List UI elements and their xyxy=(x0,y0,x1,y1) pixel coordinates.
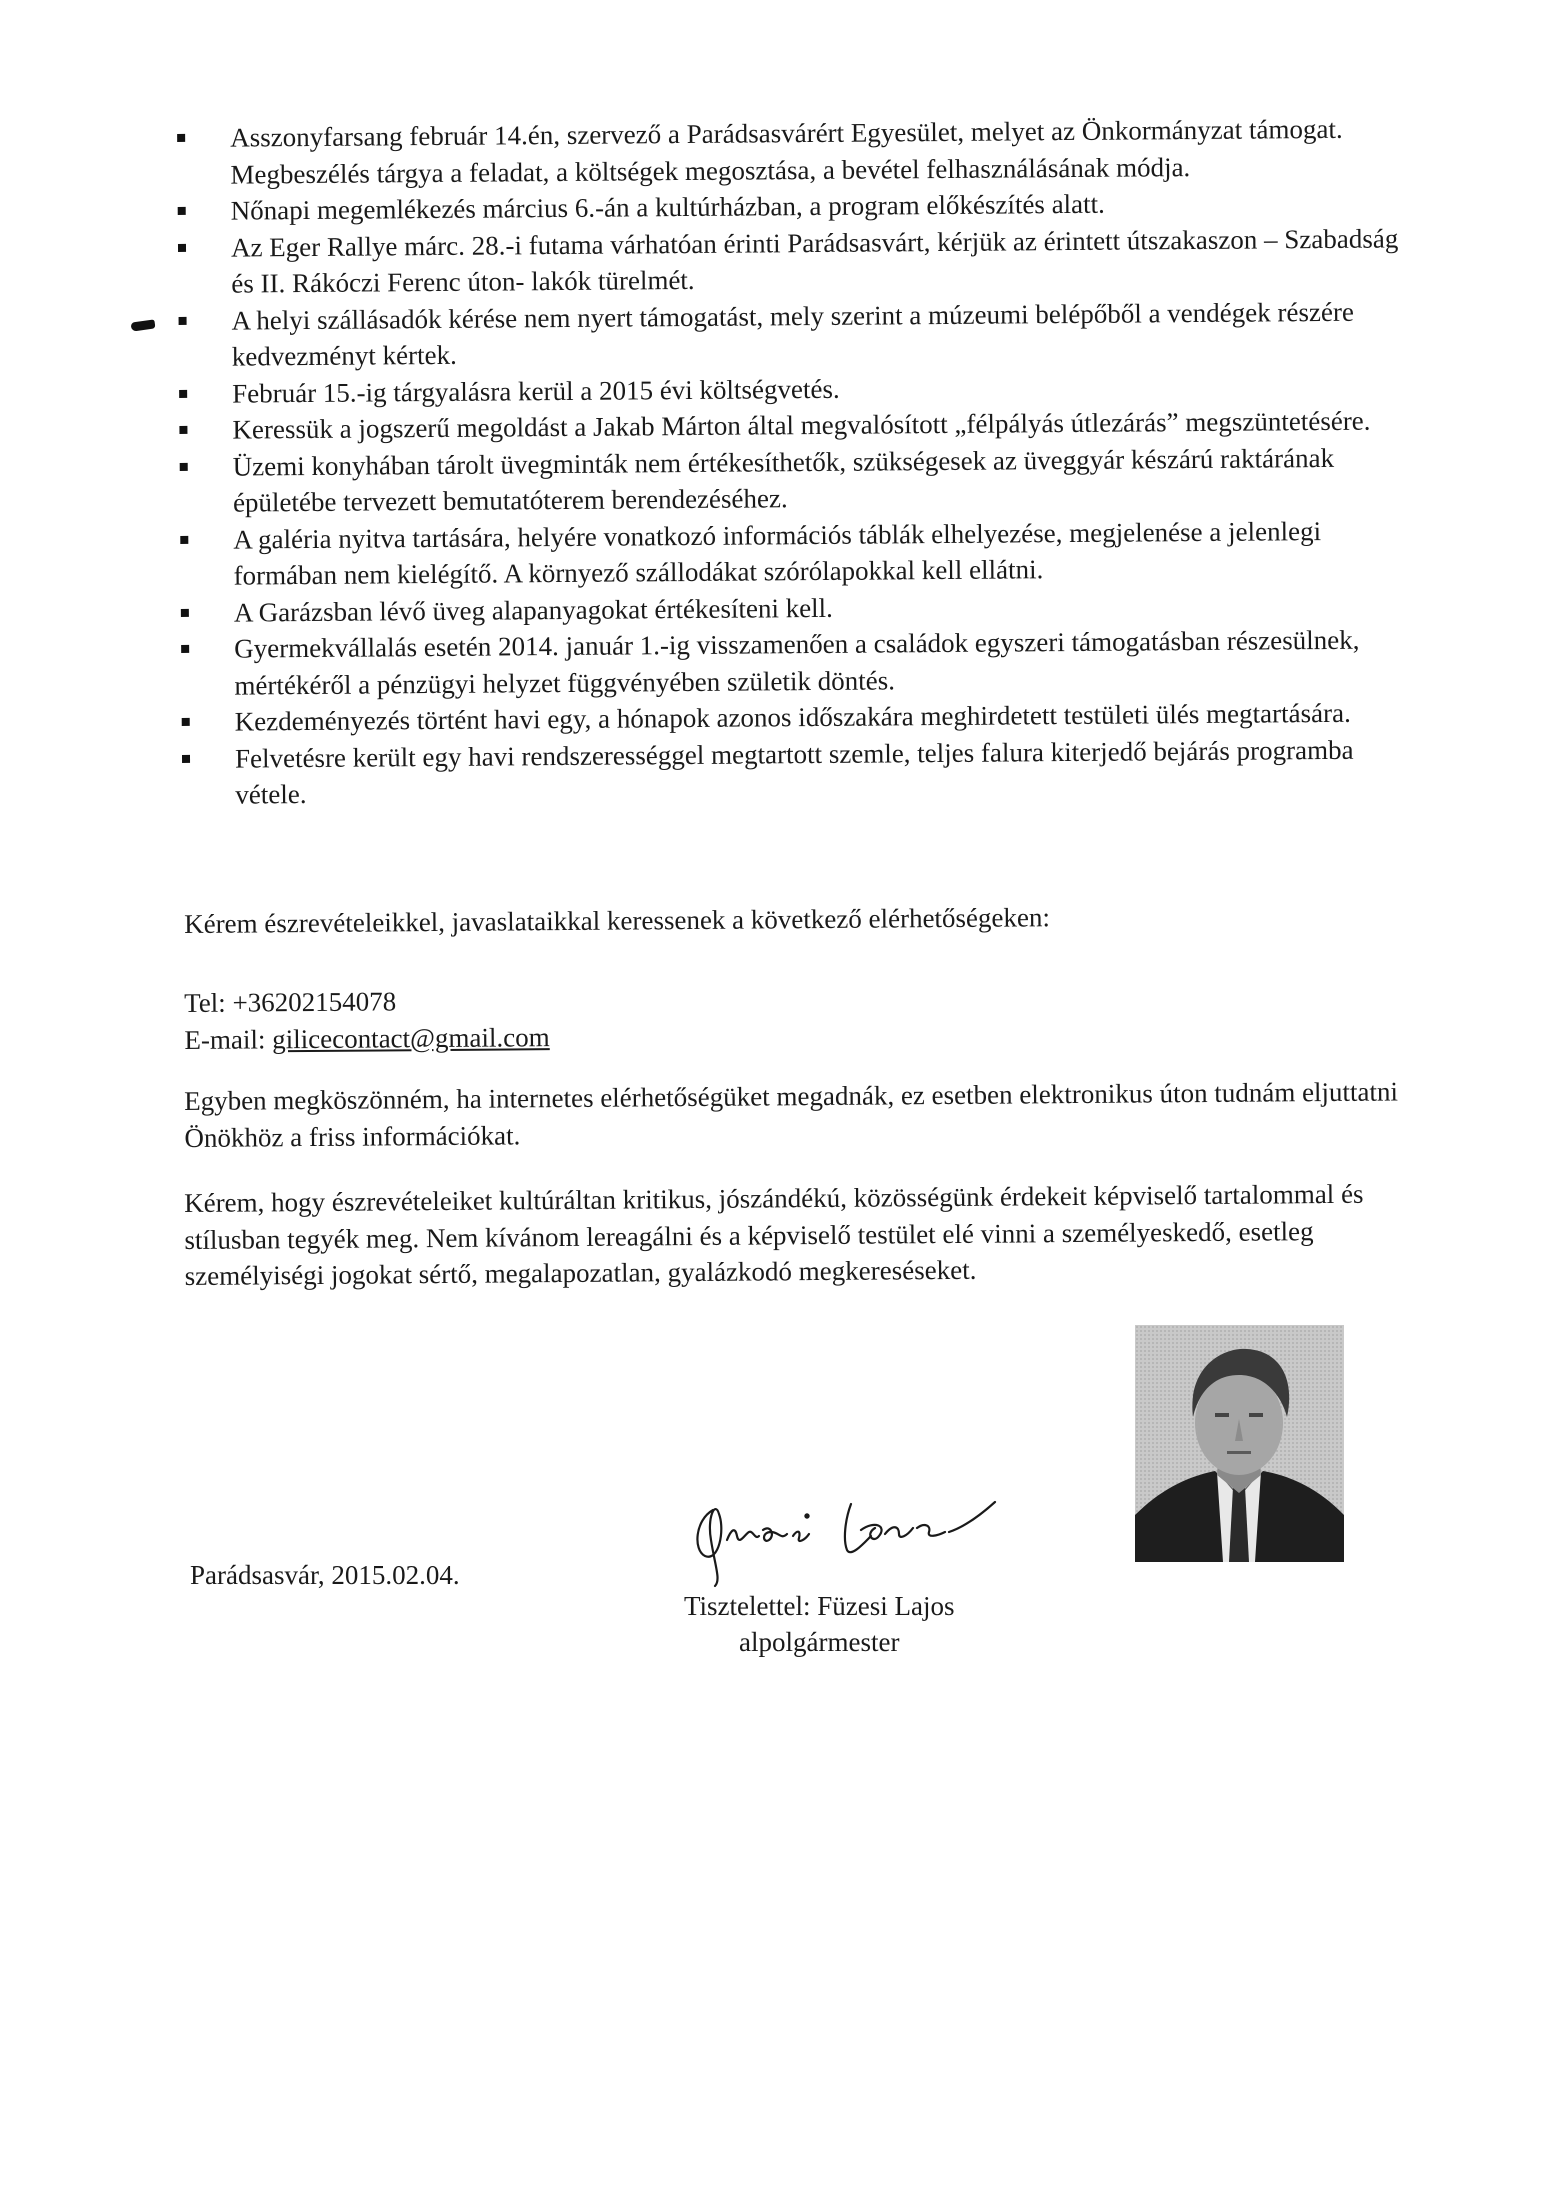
list-item-text: Az Eger Rallye márc. 28.-i futama várhatóan érinti Parádsasvárt, kérjük az érintett útszakaszon – Szabadság és II. Rákóczi Ferenc úton- lakók türelmét. xyxy=(230,222,1399,299)
announcement-list xyxy=(177,110,1422,813)
list-item xyxy=(182,731,1423,814)
list-item-text: Nőnapi megemlékezés március 6.-án a kultúrházban, a program előkészítés alatt. xyxy=(230,188,1105,226)
bullet-icon xyxy=(180,535,188,543)
bullet-icon xyxy=(177,134,185,142)
contact-request-paragraph: Kérem észrevételeikkel, javaslataikkal keressenek a következő elérhetőségeken: xyxy=(184,902,1051,939)
margin-ink-mark xyxy=(130,319,155,331)
list-item-text: A helyi szállásadók kérése nem nyert támogatást, mely szerint a múzeumi belépőből a vendégek részére kedvezményt kértek. xyxy=(231,296,1354,372)
list-item-text: Február 15.-ig tárgyalásra kerül a 2015 évi költségvetés. xyxy=(232,373,840,409)
bullet-icon xyxy=(181,608,189,616)
email-label: E-mail: xyxy=(184,1023,266,1055)
list-item-text: Asszonyfarsang február 14.én, szervező a Parádsasvárért Egyesület, melyet az Önkormányzat támogat. Megbeszélés tárgya a feladat, a költségek megosztása, a bevétel felhasználásának módja. xyxy=(230,113,1343,190)
list-item xyxy=(177,110,1418,193)
bullet-icon xyxy=(178,243,186,251)
list-item xyxy=(181,621,1422,704)
list-item-text: A galéria nyitva tartására, helyére vonatkozó információs táblák elhelyezése, megjelenése a jelenlegi formában nem kielégítő. A környező szállodákat szórólapokkal kell ellátni. xyxy=(233,515,1322,591)
portrait-image xyxy=(1135,1325,1344,1562)
email-address: gilicecontact@gmail.com xyxy=(272,1021,550,1054)
list-item-text: Gyermekvállalás esetén 2014. január 1.-ig visszamenően a családok egyszeri támogatásban részesülnek, mértékéről a pénzügyi helyzet függvényében születik döntés. xyxy=(234,624,1360,701)
signer-title: alpolgármester xyxy=(739,1627,900,1657)
list-item xyxy=(178,220,1419,303)
handwritten-signature xyxy=(675,1470,1015,1590)
list-item xyxy=(178,293,1419,376)
bullet-icon xyxy=(182,718,190,726)
bullet-icon xyxy=(180,462,188,470)
closing-block xyxy=(684,1588,954,1660)
list-item-text: Kezdeményezés történt havi egy, a hónapok azonos időszakára meghirdetett testületi ülés megtartására. xyxy=(234,697,1351,737)
bullet-icon xyxy=(182,754,190,762)
list-item-text: Üzemi konyhában tárolt üvegminták nem értékesíthetők, szükségesek az üveggyár készárú raktárának épületébe tervezett bemutatóterem berendezéséhez. xyxy=(232,442,1335,518)
bullet-icon xyxy=(178,207,186,215)
list-item xyxy=(180,512,1421,595)
tel-label: Tel: xyxy=(184,987,226,1018)
signature-graphic xyxy=(675,1470,1015,1590)
closing-greeting: Tisztelettel: Füzesi Lajos xyxy=(684,1591,955,1621)
portrait-photo xyxy=(1135,1325,1344,1562)
tel-number: +36202154078 xyxy=(232,986,397,1018)
list-item-text: Felvetésre került egy havi rendszerességgel megtartott szemle, teljes falura kiterjedő bejárás programba vétele. xyxy=(234,734,1354,810)
bullet-icon xyxy=(179,426,187,434)
bullet-icon xyxy=(179,316,187,324)
bullet-icon xyxy=(181,645,189,653)
place-and-date: Parádsasvár, 2015.02.04. xyxy=(190,1560,460,1590)
conduct-request-paragraph: Kérem, hogy észrevételeiket kultúráltan kritikus, jószándékú, közösségünk érdekeit képviselő tartalommal és stílusban tegyék meg. Nem kívánom lereagálni és a képviselő testület elé vinni a személyeskedő, esetleg személyiségi jogokat sértő, megalapozatlan, gyalázkodó megkereséseket. xyxy=(184,1178,1364,1291)
list-item-text: Keressük a jogszerű megoldást a Jakab Márton által megvalósított „félpályás útlezárás” megszüntetésére. xyxy=(232,405,1371,445)
thanks-paragraph: Egyben megköszönném, ha internetes elérhetőségüket megadnák, ez esetben elektronikus úton tudnám eljuttatni Önökhöz a friss információkat. xyxy=(184,1076,1399,1153)
list-item-text: A Garázsban lévő üveg alapanyagokat értékesíteni kell. xyxy=(233,592,833,628)
list-item xyxy=(180,439,1421,522)
contact-block xyxy=(184,979,985,1058)
bullet-icon xyxy=(179,389,187,397)
